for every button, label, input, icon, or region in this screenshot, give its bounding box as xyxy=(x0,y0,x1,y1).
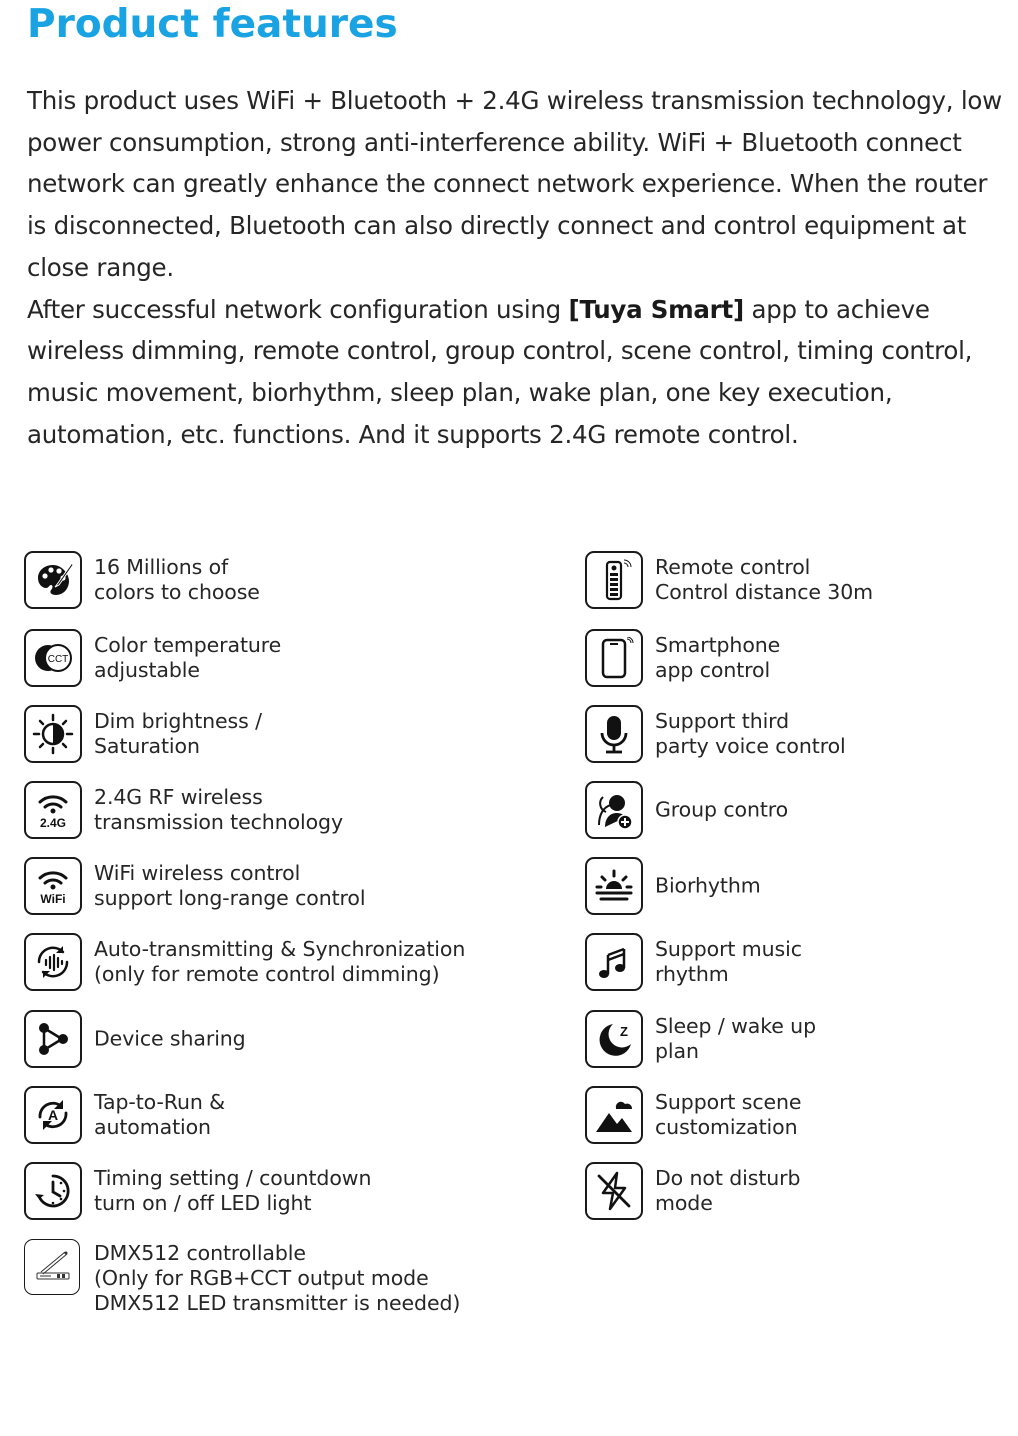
feature-line: Sleep / wake up xyxy=(655,1014,816,1038)
timer-icon xyxy=(24,1162,82,1220)
feature-line: (Only for RGB+CCT output mode xyxy=(94,1266,429,1290)
brightness-icon xyxy=(24,705,82,763)
feature-line: DMX512 controllable xyxy=(94,1241,306,1265)
feature-text xyxy=(655,1014,816,1064)
feature-line: 2.4G RF wireless xyxy=(94,785,263,809)
feature-text xyxy=(655,709,846,759)
feature-line: Dim brightness / xyxy=(94,709,262,733)
feature-text xyxy=(655,1090,801,1140)
wifi-badge: WiFi xyxy=(40,892,66,906)
dmx-transmitter-icon xyxy=(24,1239,80,1295)
feature-text xyxy=(655,874,761,899)
sleep-badge: Z xyxy=(620,1024,628,1039)
feature-line: (only for remote control dimming) xyxy=(94,962,440,986)
feature-line: Do not disturb xyxy=(655,1166,801,1190)
rf-wireless-icon xyxy=(24,781,82,839)
scene-icon xyxy=(585,1086,643,1144)
biorhythm-icon xyxy=(585,857,643,915)
feature-line: transmission technology xyxy=(94,810,344,834)
description-text: After successful network configuration using xyxy=(27,294,569,324)
feature-text xyxy=(94,1090,225,1140)
feature-line: WiFi wireless control xyxy=(94,861,301,885)
feature-line: Smartphone xyxy=(655,633,781,657)
feature-line: Support music xyxy=(655,937,802,961)
feature-text xyxy=(94,937,465,987)
feature-line: Remote control xyxy=(655,555,811,579)
feature-text xyxy=(94,709,262,759)
feature-text xyxy=(655,633,780,683)
music-icon xyxy=(585,933,643,991)
feature-line: colors to choose xyxy=(94,580,260,604)
automation-badge: A xyxy=(47,1107,59,1123)
sync-icon xyxy=(24,933,82,991)
feature-text xyxy=(94,1027,246,1052)
feature-text xyxy=(94,1166,371,1216)
feature-text xyxy=(94,861,365,911)
rf-badge: 2.4G xyxy=(39,816,67,830)
feature-line: Group contro xyxy=(655,797,789,822)
feature-text xyxy=(94,555,260,605)
feature-text xyxy=(655,555,873,605)
feature-line: mode xyxy=(655,1191,713,1215)
page-title: Product features xyxy=(27,2,398,47)
feature-line: customization xyxy=(655,1115,798,1139)
feature-line: Auto-transmitting & Synchronization xyxy=(94,937,466,961)
feature-text xyxy=(94,633,281,683)
feature-line: automation xyxy=(94,1115,211,1139)
feature-line: Color temperature xyxy=(94,633,282,657)
feature-line: Support third xyxy=(655,709,790,733)
feature-line: Support scene xyxy=(655,1090,802,1114)
palette-icon xyxy=(24,551,82,609)
feature-text xyxy=(94,785,343,835)
feature-line: Control distance 30m xyxy=(655,580,874,604)
group-icon xyxy=(585,781,643,839)
wifi-icon xyxy=(24,857,82,915)
remote-icon xyxy=(585,551,643,609)
feature-text xyxy=(655,937,802,987)
description-paragraph-1: This product uses WiFi + Bluetooth + 2.4G wireless transmission technology, low power consumption, strong anti-interference ability. WiFi + Bluetooth connect network can greatly enhance the connect network experience. When the router is disconnected, Bluetooth can also directly connect and control equipment at close range. xyxy=(27,86,1002,282)
feature-text xyxy=(655,1166,800,1216)
cct-icon xyxy=(24,629,82,687)
feature-line: Biorhythm xyxy=(655,873,761,898)
feature-line: app control xyxy=(655,658,771,682)
feature-line: Device sharing xyxy=(94,1026,246,1051)
sleep-icon xyxy=(585,1010,643,1068)
description xyxy=(27,80,1002,455)
feature-line: party voice control xyxy=(655,734,846,758)
app-name: [Tuya Smart] xyxy=(568,294,744,324)
feature-text xyxy=(655,798,788,823)
feature-line: 16 Millions of xyxy=(94,555,229,579)
smartphone-icon xyxy=(585,629,643,687)
microphone-icon xyxy=(585,705,643,763)
feature-line: DMX512 LED transmitter is needed) xyxy=(94,1291,461,1315)
description-text: app to achieve wireless dimming, remote control, group control, scene control, timing control, music movement, biorhythm, sleep plan, wake plan, one key execution, automation, etc. functions. And it supports 2.4G remote control. xyxy=(27,294,973,449)
feature-line: Timing setting / countdown xyxy=(94,1166,372,1190)
feature-line: Saturation xyxy=(94,734,200,758)
feature-line: support long-range control xyxy=(94,886,366,910)
do-not-disturb-icon xyxy=(585,1162,643,1220)
automation-icon xyxy=(24,1086,82,1144)
description-paragraph-2 xyxy=(27,289,1002,456)
feature-line: adjustable xyxy=(94,658,200,682)
feature-text xyxy=(94,1241,460,1316)
cct-badge: CCT xyxy=(47,654,69,665)
share-icon xyxy=(24,1010,82,1068)
feature-line: rhythm xyxy=(655,962,729,986)
feature-line: turn on / off LED light xyxy=(94,1191,312,1215)
feature-line: plan xyxy=(655,1039,699,1063)
feature-line: Tap-to-Run & xyxy=(94,1090,226,1114)
